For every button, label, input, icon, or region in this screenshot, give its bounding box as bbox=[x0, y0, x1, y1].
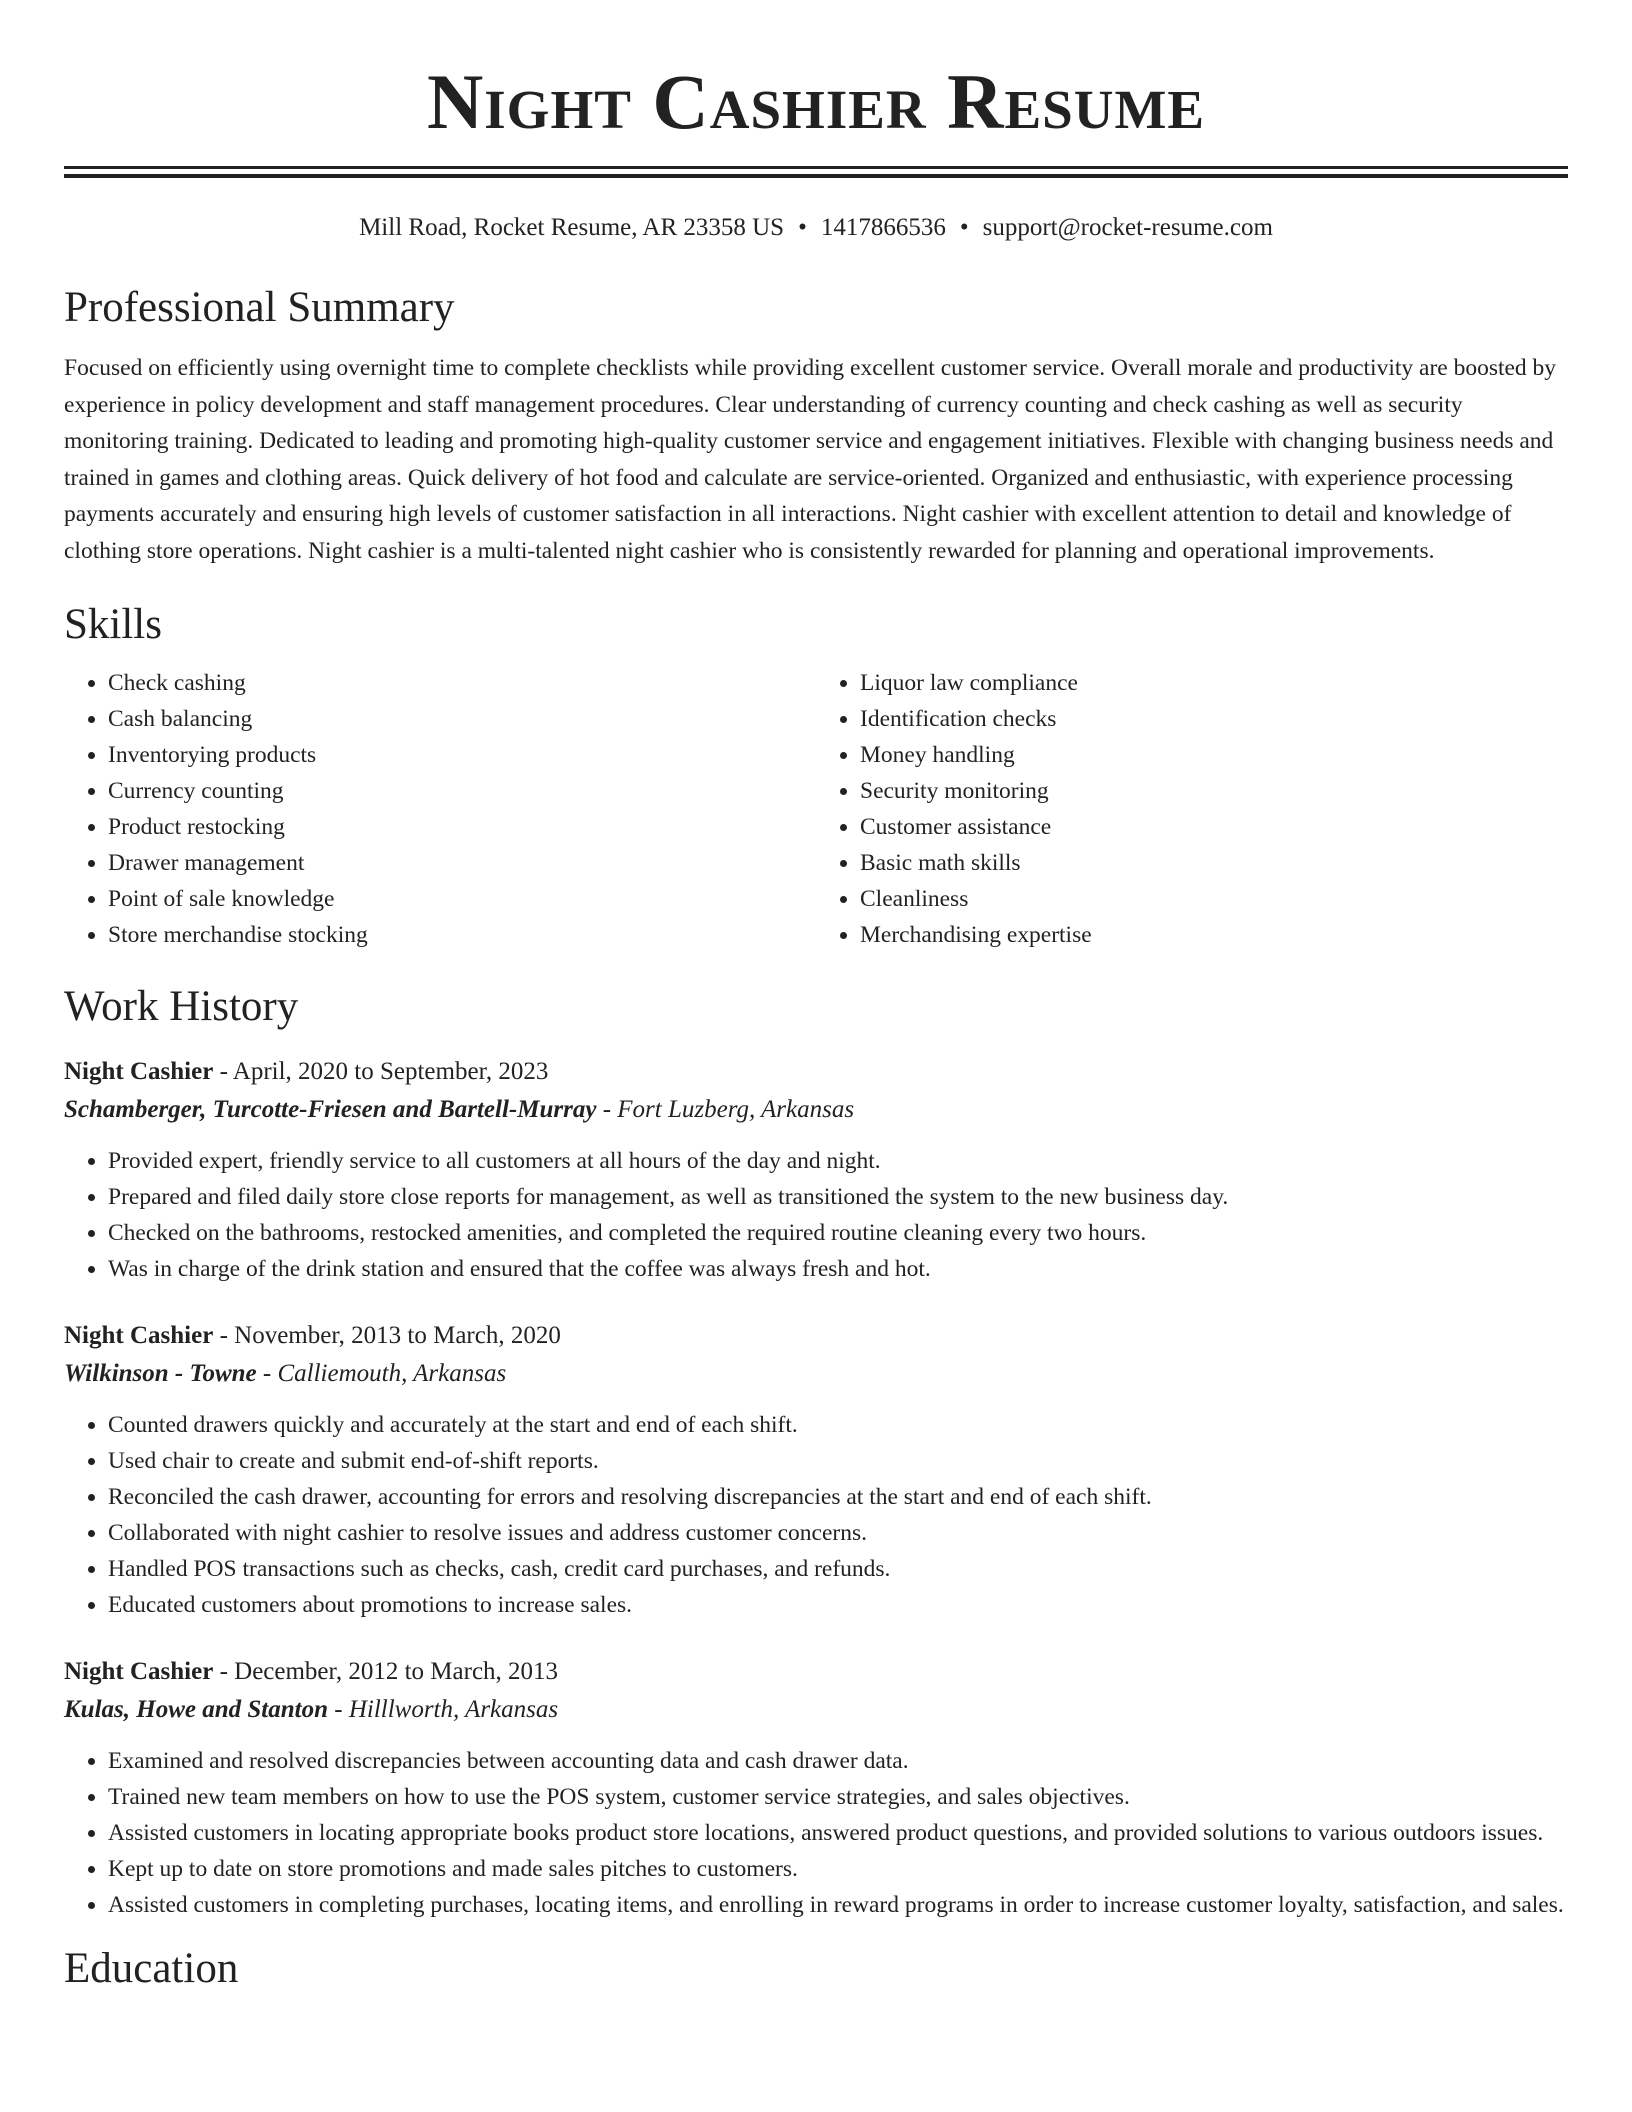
job-duty: • Prepared and filed daily store close reports for management, as well as transitioned the system to the new business day. bbox=[108, 1179, 1568, 1215]
job-duty: • Examined and resolved discrepancies between accounting data and cash drawer data. bbox=[108, 1743, 1568, 1779]
job-duty: • Assisted customers in locating appropriate books product store locations, answered product questions, and provided solutions to various outdoors issues. bbox=[108, 1815, 1568, 1851]
skill-item: • Liquor law compliance bbox=[860, 665, 1568, 701]
skill-item: • Security monitoring bbox=[860, 773, 1568, 809]
title-divider-thin bbox=[64, 174, 1568, 178]
skill-item: • Identification checks bbox=[860, 701, 1568, 737]
job-dates: April, 2020 to September, 2023 bbox=[232, 1058, 549, 1085]
job-location: Hilllworth, Arkansas bbox=[348, 1696, 559, 1723]
job-employer-line: Wilkinson - Towne - Calliemouth, Arkansas bbox=[64, 1360, 507, 1387]
contact-line bbox=[64, 212, 1568, 244]
skill-item: • Drawer management bbox=[108, 845, 816, 881]
summary-text: Focused on efficiently using overnight time to complete checklists while providing excellent customer service. Overall morale and productivity are boosted by experience in policy development and staff management procedures. Clear understanding of currency counting and check cashing as well as security monitoring training. Dedicated to leading and promoting high-quality customer service and engagement initiatives. Flexible with changing business needs and trained in games and clothing areas. Quick delivery of hot food and calculate are service-oriented. Organized and enthusiastic, with experience processing payments accurately and ensuring high levels of customer satisfaction in all interactions. Night cashier with excellent attention to detail and knowledge of clothing store operations. Night cashier is a multi-talented night cashier who is consistently rewarded for planning and operational improvements. bbox=[64, 355, 1557, 564]
job-duty: • Collaborated with night cashier to resolve issues and address customer concerns. bbox=[108, 1515, 1568, 1551]
job-duty: • Counted drawers quickly and accurately at the start and end of each shift. bbox=[108, 1407, 1568, 1443]
job-duty: • Was in charge of the drink station and ensured that the coffee was always fresh and hot. bbox=[108, 1251, 1568, 1287]
skill-item: • Currency counting bbox=[108, 773, 816, 809]
job-duty: • Educated customers about promotions to increase sales. bbox=[108, 1587, 1568, 1623]
skills-list-right bbox=[816, 665, 1568, 953]
job-dates: November, 2013 to March, 2020 bbox=[234, 1322, 561, 1349]
resume-page bbox=[64, 0, 1568, 1995]
job-duty: • Reconciled the cash drawer, accounting for errors and resolving discrepancies at the start and end of each shift. bbox=[108, 1479, 1568, 1515]
summary-heading: Professional Summary bbox=[64, 284, 455, 331]
job-title: Night Cashier bbox=[64, 1058, 214, 1085]
contact-phone: 1417866536 bbox=[820, 214, 946, 241]
job-duties bbox=[64, 1743, 1568, 1923]
contact-separator: • bbox=[959, 214, 969, 241]
job-location: Calliemouth, Arkansas bbox=[277, 1360, 507, 1387]
skill-item: • Product restocking bbox=[108, 809, 816, 845]
skill-item: • Check cashing bbox=[108, 665, 816, 701]
job-duty: • Used chair to create and submit end-of-shift reports. bbox=[108, 1443, 1568, 1479]
skill-item: • Store merchandise stocking bbox=[108, 917, 816, 953]
skill-item: • Customer assistance bbox=[860, 809, 1568, 845]
skill-item: • Cleanliness bbox=[860, 881, 1568, 917]
job-duties bbox=[64, 1143, 1568, 1287]
job-duties bbox=[64, 1407, 1568, 1623]
work-history-heading: Work History bbox=[64, 983, 299, 1030]
job-duty: • Checked on the bathrooms, restocked amenities, and completed the required routine cleaning every two hours. bbox=[108, 1215, 1568, 1251]
job-title: Night Cashier bbox=[64, 1322, 214, 1349]
job-duty: • Handled POS transactions such as checks, cash, credit card purchases, and refunds. bbox=[108, 1551, 1568, 1587]
job-header: Night Cashier - December, 2012 to March, 2013 bbox=[64, 1658, 559, 1685]
skill-item: • Point of sale knowledge bbox=[108, 881, 816, 917]
job-entry bbox=[64, 1053, 1568, 1287]
resume-title: Night Cashier Resume bbox=[426, 58, 1206, 145]
job-location: Fort Luzberg, Arkansas bbox=[617, 1096, 855, 1123]
skills-columns bbox=[64, 665, 1568, 953]
job-dates: December, 2012 to March, 2013 bbox=[234, 1658, 559, 1685]
job-entry bbox=[64, 1653, 1568, 1923]
title-divider-thick bbox=[64, 166, 1568, 169]
education-section bbox=[64, 1943, 1568, 1995]
job-header: Night Cashier - April, 2020 to September, 2023 bbox=[64, 1058, 549, 1085]
job-company: Schamberger, Turcotte-Friesen and Bartell-Murray bbox=[64, 1096, 597, 1123]
skills-section bbox=[64, 599, 1568, 953]
skill-item: • Money handling bbox=[860, 737, 1568, 773]
job-duty: • Kept up to date on store promotions and made sales pitches to customers. bbox=[108, 1851, 1568, 1887]
job-company: Wilkinson - Towne bbox=[64, 1360, 257, 1387]
skills-list-left bbox=[64, 665, 816, 953]
education-heading: Education bbox=[64, 1945, 239, 1992]
job-duty: • Assisted customers in completing purchases, locating items, and enrolling in reward programs in order to increase customer loyalty, satisfaction, and sales. bbox=[108, 1887, 1568, 1923]
contact-address: Mill Road, Rocket Resume, AR 23358 US bbox=[359, 214, 785, 241]
job-duty: • Trained new team members on how to use the POS system, customer service strategies, and sales objectives. bbox=[108, 1779, 1568, 1815]
skills-heading: Skills bbox=[64, 601, 162, 648]
job-header: Night Cashier - November, 2013 to March, 2020 bbox=[64, 1322, 561, 1349]
skill-item: • Inventorying products bbox=[108, 737, 816, 773]
job-employer-line: Kulas, Howe and Stanton - Hilllworth, Arkansas bbox=[64, 1696, 559, 1723]
job-title: Night Cashier bbox=[64, 1658, 214, 1685]
job-duty: • Provided expert, friendly service to all customers at all hours of the day and night. bbox=[108, 1143, 1568, 1179]
skill-item: • Basic math skills bbox=[860, 845, 1568, 881]
job-entry bbox=[64, 1317, 1568, 1623]
skill-item: • Cash balancing bbox=[108, 701, 816, 737]
contact-separator: • bbox=[798, 214, 807, 241]
contact-email[interactable]: support@rocket-resume.com bbox=[982, 214, 1273, 241]
job-employer-line: Schamberger, Turcotte-Friesen and Bartell-Murray - Fort Luzberg, Arkansas bbox=[64, 1096, 855, 1123]
skill-item: • Merchandising expertise bbox=[860, 917, 1568, 953]
job-company: Kulas, Howe and Stanton bbox=[64, 1696, 328, 1723]
work-history-section bbox=[64, 981, 1568, 1923]
summary-section bbox=[64, 282, 1568, 569]
